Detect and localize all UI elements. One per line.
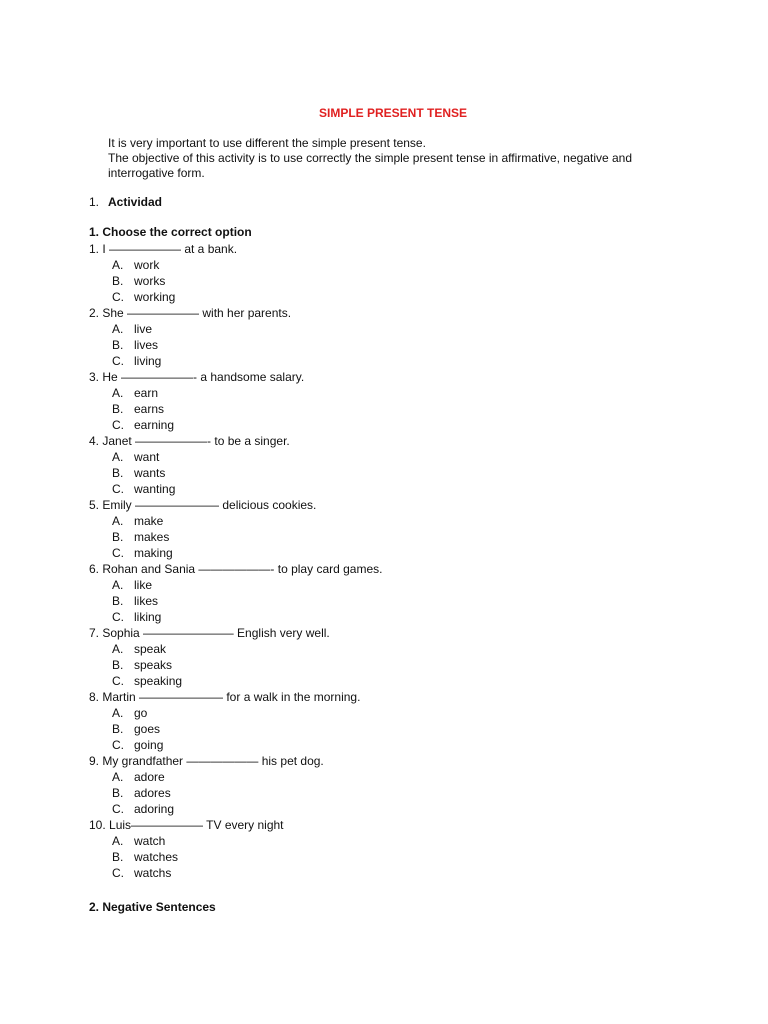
option-text: likes — [134, 594, 159, 608]
question-text: 7. Sophia ———————– English very well. — [89, 626, 330, 640]
option-letter: A. — [112, 386, 124, 400]
option-letter: B. — [112, 530, 124, 544]
option-letter: B. — [112, 786, 124, 800]
answer-option — [89, 321, 709, 337]
answer-option — [89, 849, 709, 865]
option-text: makes — [134, 530, 170, 544]
answer-option — [89, 513, 709, 529]
option-text: watchs — [134, 866, 172, 880]
question-item — [89, 305, 709, 369]
answer-option — [89, 785, 709, 801]
option-letter: C. — [112, 610, 124, 624]
option-letter: C. — [112, 546, 124, 560]
answer-option — [89, 737, 709, 753]
question-list — [89, 241, 709, 881]
answer-option — [89, 401, 709, 417]
question-item — [89, 497, 709, 561]
option-text: adore — [134, 770, 165, 784]
option-text: want — [134, 450, 160, 464]
answer-option — [89, 257, 709, 273]
option-letter: C. — [112, 802, 124, 816]
option-letter: B. — [112, 274, 124, 288]
option-text: earns — [134, 402, 165, 416]
option-letter: B. — [112, 722, 124, 736]
option-text: go — [134, 706, 148, 720]
answer-option — [89, 865, 709, 881]
option-text: watches — [134, 850, 179, 864]
answer-option — [89, 833, 709, 849]
option-text: live — [134, 322, 153, 336]
option-text: working — [134, 290, 176, 304]
option-text: lives — [134, 338, 159, 352]
option-letter: C. — [112, 738, 124, 752]
answer-option — [89, 289, 709, 305]
question-item — [89, 369, 709, 433]
activity-number: 1. — [89, 195, 100, 209]
option-letter: B. — [112, 850, 124, 864]
option-letter: A. — [112, 706, 124, 720]
option-text: making — [134, 546, 173, 560]
option-letter: C. — [112, 354, 124, 368]
question-text: 9. My grandfather —————— his pet dog. — [89, 754, 324, 768]
question-item — [89, 625, 709, 689]
option-letter: A. — [112, 258, 124, 272]
answer-option — [89, 721, 709, 737]
answer-option — [89, 545, 709, 561]
question-item — [89, 561, 709, 625]
page-title: SIMPLE PRESENT TENSE — [318, 106, 468, 120]
option-text: liking — [134, 610, 162, 624]
option-text: like — [134, 578, 153, 592]
intro-line-1: It is very important to use different the simple present tense. — [108, 136, 426, 150]
answer-option — [89, 593, 709, 609]
answer-option — [89, 657, 709, 673]
question-text: 3. He ——————- a handsome salary. — [89, 370, 305, 384]
section-2-title: 2. Negative Sentences — [89, 900, 216, 914]
intro-paragraph — [108, 136, 688, 181]
question-item — [89, 753, 709, 817]
intro-line-2: The objective of this activity is to use correctly the simple present tense in affirmative, negative and interrogative form. — [108, 151, 633, 180]
option-letter: A. — [112, 450, 124, 464]
answer-option — [89, 529, 709, 545]
option-text: living — [134, 354, 162, 368]
answer-option — [89, 273, 709, 289]
option-text: adores — [134, 786, 171, 800]
answer-option — [89, 673, 709, 689]
answer-option — [89, 641, 709, 657]
answer-option — [89, 769, 709, 785]
activity-heading — [89, 195, 162, 209]
answer-option — [89, 465, 709, 481]
question-item — [89, 817, 709, 881]
option-letter: B. — [112, 594, 124, 608]
answer-option — [89, 577, 709, 593]
answer-option — [89, 609, 709, 625]
activity-label: Actividad — [108, 195, 163, 209]
option-letter: B. — [112, 658, 124, 672]
question-text: 6. Rohan and Sania ——————- to play card games. — [89, 562, 383, 576]
option-text: wanting — [134, 482, 176, 496]
answer-option — [89, 353, 709, 369]
option-text: works — [134, 274, 166, 288]
section-1-title: 1. Choose the correct option — [89, 225, 252, 239]
option-letter: C. — [112, 418, 124, 432]
option-letter: A. — [112, 322, 124, 336]
question-text: 2. She —————— with her parents. — [89, 306, 292, 320]
option-text: earning — [134, 418, 175, 432]
option-text: watch — [134, 834, 166, 848]
option-text: going — [134, 738, 164, 752]
question-text: 10. Luis—————— TV every night — [89, 818, 284, 832]
option-text: speaks — [134, 658, 173, 672]
question-text: 4. Janet ——————- to be a singer. — [89, 434, 290, 448]
answer-option — [89, 337, 709, 353]
option-letter: C. — [112, 482, 124, 496]
option-letter: A. — [112, 834, 124, 848]
option-text: speak — [134, 642, 167, 656]
option-text: adoring — [134, 802, 175, 816]
answer-option — [89, 481, 709, 497]
question-text: 8. Martin ——————— for a walk in the morning. — [89, 690, 361, 704]
option-letter: A. — [112, 770, 124, 784]
option-letter: A. — [112, 514, 124, 528]
question-item — [89, 433, 709, 497]
answer-option — [89, 385, 709, 401]
option-letter: B. — [112, 466, 124, 480]
option-text: work — [134, 258, 160, 272]
question-item — [89, 241, 709, 305]
option-letter: C. — [112, 866, 124, 880]
option-text: wants — [134, 466, 166, 480]
question-text: 1. I —————— at a bank. — [89, 242, 238, 256]
option-letter: C. — [112, 290, 124, 304]
option-letter: B. — [112, 402, 124, 416]
answer-option — [89, 449, 709, 465]
question-text: 5. Emily ——————— delicious cookies. — [89, 498, 317, 512]
answer-option — [89, 801, 709, 817]
option-letter: A. — [112, 642, 124, 656]
option-text: speaking — [134, 674, 183, 688]
option-letter: B. — [112, 338, 124, 352]
option-text: earn — [134, 386, 159, 400]
option-text: make — [134, 514, 164, 528]
answer-option — [89, 417, 709, 433]
answer-option — [89, 705, 709, 721]
question-item — [89, 689, 709, 753]
option-letter: C. — [112, 674, 124, 688]
option-letter: A. — [112, 578, 124, 592]
option-text: goes — [134, 722, 161, 736]
